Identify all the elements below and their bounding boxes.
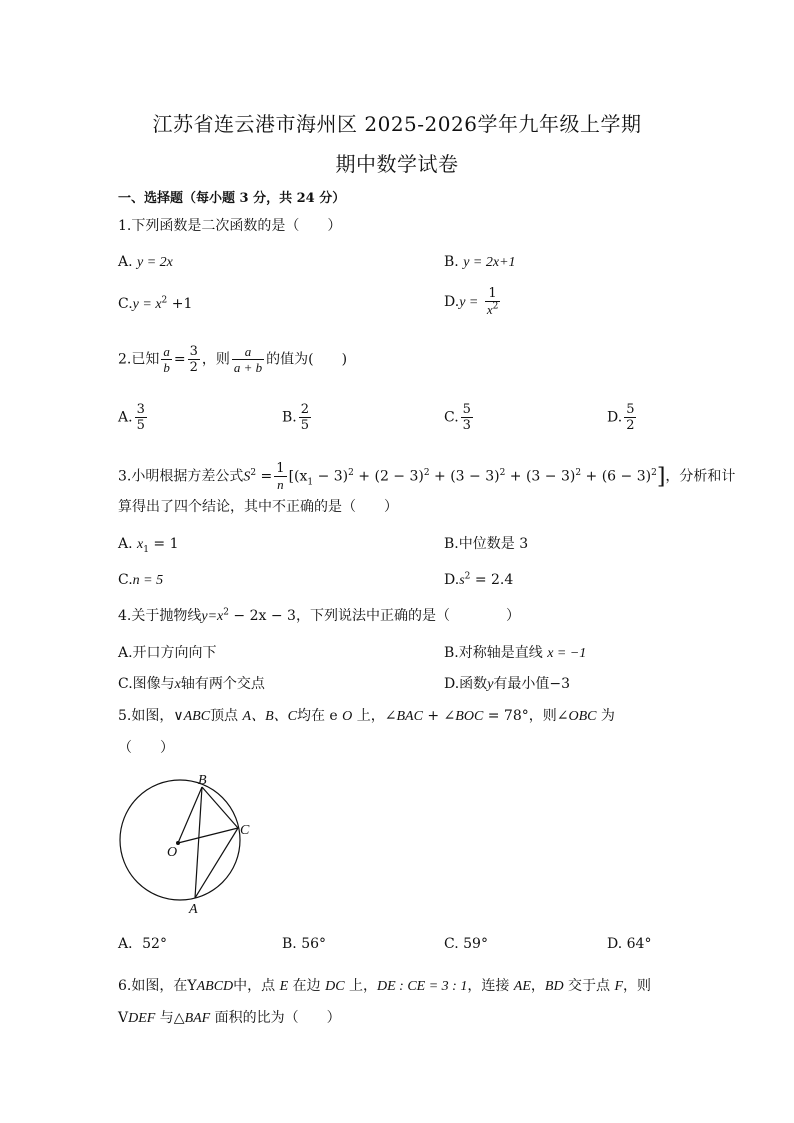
label-c: C bbox=[240, 823, 250, 838]
q5-option-b: B. 56° bbox=[282, 936, 327, 952]
exam-title-line2: 期中数学试卷 bbox=[335, 152, 459, 176]
label-o: O bbox=[167, 845, 178, 860]
segment-bc bbox=[202, 787, 238, 828]
q1-option-b: B. y = 2x+1 bbox=[444, 254, 516, 270]
q3-stem-line2: 算得出了四个结论，其中不正确的是（ ） bbox=[118, 499, 398, 515]
q2-option-d: D. $\frac{5}{2}$ bbox=[607, 402, 635, 433]
q2-option-b: B. $\frac{2}{5}$ bbox=[282, 402, 310, 433]
q3-option-c: C.n = 5 bbox=[118, 572, 164, 588]
exam-title-line1: 江苏省连云港市海州区 2025-2026学年九年级上学期 bbox=[152, 112, 642, 136]
q5-option-a: A．52° bbox=[118, 936, 167, 952]
segment-ab bbox=[195, 787, 202, 898]
q6-stem-line1: 6.如图，在YABCD中，点 E 在边 DC 上，DE : CE = 3 : 1，连接 AE，BD 交于点 F，则 bbox=[118, 978, 652, 994]
q1-option-c: $C.y = x^2 +1$ bbox=[118, 295, 193, 312]
q3-option-d: $D.s^2 = 2.4$ bbox=[444, 571, 514, 588]
section-heading: 一、选择题（每小题 3 分，共 24 分） bbox=[118, 191, 346, 206]
q3-option-b: B.中位数是 3 bbox=[444, 536, 529, 552]
q4-stem: 4.关于抛物线$y=x^2 - 2x - 3$，下列说法中正确的是（ ） bbox=[118, 607, 520, 624]
q1-option-d: D.y = $\frac{1}{x^2}$ bbox=[444, 286, 499, 317]
q5-stem-line2: （ ） bbox=[118, 740, 174, 756]
q2-option-a: A. $\frac{3}{5}$ bbox=[118, 402, 145, 433]
q4-option-b: B.对称轴是直线 x = −1 bbox=[444, 645, 587, 661]
q5-circle-diagram bbox=[110, 770, 270, 920]
q5-option-c: C. 59° bbox=[444, 936, 488, 952]
label-a: A bbox=[189, 902, 198, 917]
q3-stem-line1: 3.小明根据方差公式$S^2$ = $\frac{1}{n}$ $[(x_1 - 3)^2 + (2 - 3)^2 + (3 - 3)^2 + (3 - 3)^2 + (6 - 3)^2]$，分析和计 bbox=[118, 461, 736, 492]
q2-stem: 2.已知 $\frac{a}{b}$ = $\frac{3}{2}$ ，则 $\frac{a}{a + b}$ 的值为( ) bbox=[118, 344, 348, 375]
q4-option-a: A.开口方向向下 bbox=[118, 645, 217, 661]
q1-stem: 1.下列函数是二次函数的是（ ） bbox=[118, 218, 342, 234]
q6-stem-line2: VDEF 与△BAF 面积的比为（ ） bbox=[118, 1010, 341, 1026]
q3-option-a: A. $x_1 = 1$ bbox=[118, 536, 179, 555]
q5-stem-line1: 5.如图，∨ABC顶点 A、B、C均在 e O 上，∠BAC + ∠BOC = 78°，则∠OBC 为 bbox=[118, 708, 615, 724]
circle-o bbox=[120, 780, 240, 900]
q4-option-c: C.图像与x轴有两个交点 bbox=[118, 676, 265, 692]
q1-option-a: A. y = 2x bbox=[118, 254, 173, 270]
segment-oc bbox=[178, 828, 238, 843]
q2-option-c: C. $\frac{5}{3}$ bbox=[444, 402, 471, 433]
q4-option-d: D.函数y有最小值−3 bbox=[444, 676, 571, 692]
label-b: B bbox=[198, 773, 207, 788]
q5-option-d: D. 64° bbox=[607, 936, 652, 952]
